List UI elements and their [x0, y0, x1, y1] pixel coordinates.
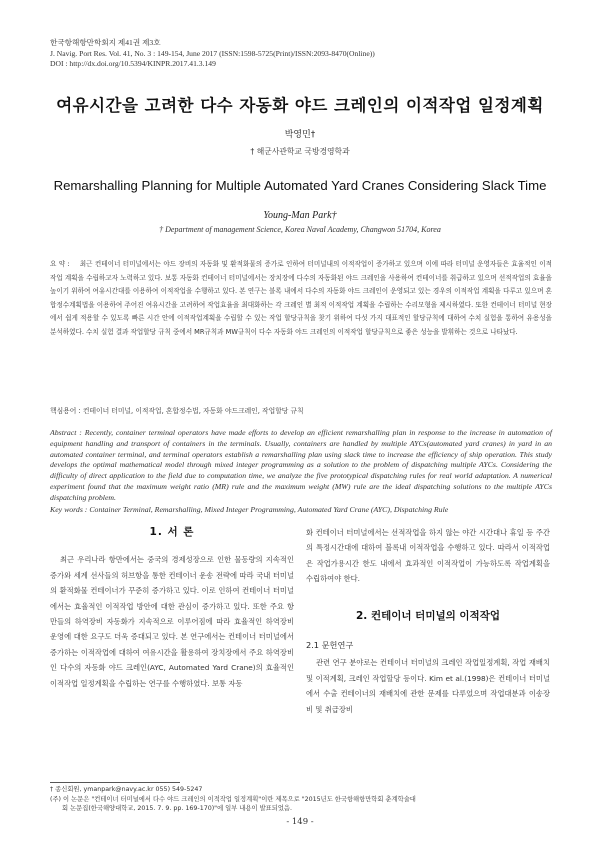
abstract-korean-label: 요 약 : [50, 260, 70, 268]
subsection-2-1-paragraph: 관련 연구 분야로는 컨테이너 터미널의 크레인 작업일정계획, 작업 재배치 및 이적계획, 크레인 작업할당 등이다. Kim et al.(1998)은 컨테이너 터미널에서 수출 컨테이너의 재배치에 관한 문제를 다루었으며 작업대분과 이송장비 및 취급장비 [306, 658, 550, 714]
author-korean: 박영민† [284, 130, 316, 140]
paper-title-english: Remarshalling Planning for Multiple Automated Yard Cranes Considering Slack Time [53, 178, 547, 193]
author-english: Young-Man Park† [263, 210, 337, 221]
keywords-korean: 핵심용어 : 컨테이너 터미널, 이적작업, 혼합정수법, 자동화 야드크레인, 작업할당 규칙 [50, 407, 304, 415]
paper-title-korean: 여유시간을 고려한 다수 자동화 야드 크레인의 이적작업 일정계획 [56, 96, 544, 115]
affiliation-korean: † 해군사관학교 국방경영학과 [250, 147, 350, 156]
journal-header [50, 38, 550, 70]
right-column [306, 525, 550, 717]
affiliation-english: † Department of management Science, Korea Naval Academy, Changwon 51704, Korea [159, 225, 441, 234]
journal-doi: DOI : http://dx.doi.org/10.5394/KINPR.2017.41.3.149 [50, 59, 216, 68]
abstract-english: Abstract : Recently, container terminal operators have made efforts to develop an efficient remarshalling plan in response to the increase in automation of equipment handling and transport of containers in the terminals. Usually, containers are handled by multiple AYCs(automated yard cranes) in yard in an automated container terminal, and terminal operators establish a remarshalling plan using slack time to increase the efficiency of ship operation. This study develops the optimal mathematical model through mixed integer programming as a solution to the problem of dispatching multiple AYCs. Considering the difficulty of direct application to the field due to computation time, we analyze the five prototypical dispatching rules for real world adaptation. A numerical experiment found that the maximum weight ratio (MR) rule and the maximum weight (MW) rule are the ideal dispatching solutions to the multiple AYCs dispatching problem. [50, 428, 552, 502]
section-2-heading: 2. 컨테이너 터미널의 이적작업 [356, 609, 500, 622]
abstract-korean [50, 258, 552, 340]
footnote-note-line-1: (주) 이 논문은 "컨테이너 터미널에서 다수 야드 크레인의 이적작업 일정계획"이란 제목으로 "2015년도 한국항해항만학회 춘계학술대 [50, 795, 416, 803]
footnotes [50, 785, 552, 814]
left-column [50, 525, 294, 691]
section-1-continuation: 화 컨테이너 터미널에서는 선적작업을 하지 않는 야간 시간대나 휴일 등 주간의 특정시간대에 대하여 블록내 이적작업을 수행하고 있다. 따라서 이적작업은 작업가용시간 한도 내에서 효과적인 이적작업이 가능하도록 작업계획을 수립하여야 한다. [306, 528, 550, 584]
footnote-divider [50, 782, 180, 783]
subsection-2-1-heading: 2.1 문헌연구 [306, 640, 354, 651]
abstract-korean-text: 최근 컨테이너 터미널에서는 야드 장비의 자동화 및 환적화물의 증가로 인하여 터미널내의 이적작업이 증가하고 있으며 이에 따라 터미널 운영자들은 효율적인 이적작업 계획을 수립하고자 노력하고 있다. 보통 자동화 컨테이너 터미널에서는 장치장에 다수의 자동화된 야드 크레인을 사용하여 컨테이너를 취급하고 있으며 선적작업의 효율을 높이기 위하여 여유시간대를 이용하여 이적작업을 수행하고 있다. 본 연구는 블록 내에서 다수의 자동화 야드 크레인이 운영되고 있는 경우의 이적작업 계획을 다루고 있으며 혼합정수계획법을 이용하여 주어진 여유시간을 고려하여 작업효율을 최대화하는 각 크레인 별 최적 이적작업 계획을 수립하는 수리모형을 제시하였다. 또한 컨테이너 터미널 현장에서 쉽게 적용할 수 있도록 빠른 시간 안에 이적작업계획을 수립할 수 있는 작업 할당규칙을 찾기 위하여 다섯 가지 대표적인 할당규칙에 대하여 수치 실험을 통하여 유용성을 분석하였다. 수치 실험 결과 작업할당 규칙 중에서 MR규칙과 MW규칙이 다수 자동화 야드 크레인의 이적작업 할당규칙으로 좋은 성능을 발휘하는 것으로 나타났다. [50, 260, 552, 336]
keywords-english: Key words : Container Terminal, Remarshalling, Mixed Integer Programming, Automated Yard Crane (AYC), Dispatching Rule [50, 505, 449, 514]
page-number: - 149 - [286, 817, 314, 827]
footnote-note-line-2: 회 논문집(한국해양대학교, 2015. 7. 9. pp. 169-170)"에 일부 내용이 발표되었음. [62, 805, 292, 813]
journal-name: 한국항해항만학회지 제41권 제3호 [50, 38, 161, 47]
section-1-paragraph: 최근 우리나라 항만에서는 중국의 경제성장으로 인한 물동량의 지속적인 증가와 세계 선사들의 허브항을 통한 컨테이너 운송 전략에 따라 국내 터미널의 환적화물 컨테이너가 꾸준히 증가하고 있다. 이로 인하여 컨테이너 터미널에서는 효율적인 이적작업 방안에 대한 관심이 증가하고 있다. 또한 주요 항만들의 하역장비 자동화가 지속적으로 이루어짐에 따라 효율적인 하역장비 운영에 대한 요구도 더욱 증대되고 있다. 본 연구에서는 컨테이너 터미널에서 증가하는 이적작업에 대하여 여유시간을 활용하여 장치장에서 주요 하역장비인 다수의 자동화 야드 크레인(AYC, Automated Yard Crane)의 효율적인 이적작업 일정계획을 수립하는 연구를 수행하였다. 보통 자동 [50, 555, 294, 688]
journal-citation: J. Navig. Port Res. Vol. 41, No. 3 : 149-154, June 2017 (ISSN:1598-5725(Print)/ISSN:2093-8470(Online)) [50, 48, 375, 58]
footnote-corresponding-author: † 종신회원, ymanpark@navy.ac.kr 055) 549-5247 [50, 786, 203, 793]
section-1-heading: 1. 서 론 [149, 526, 195, 538]
